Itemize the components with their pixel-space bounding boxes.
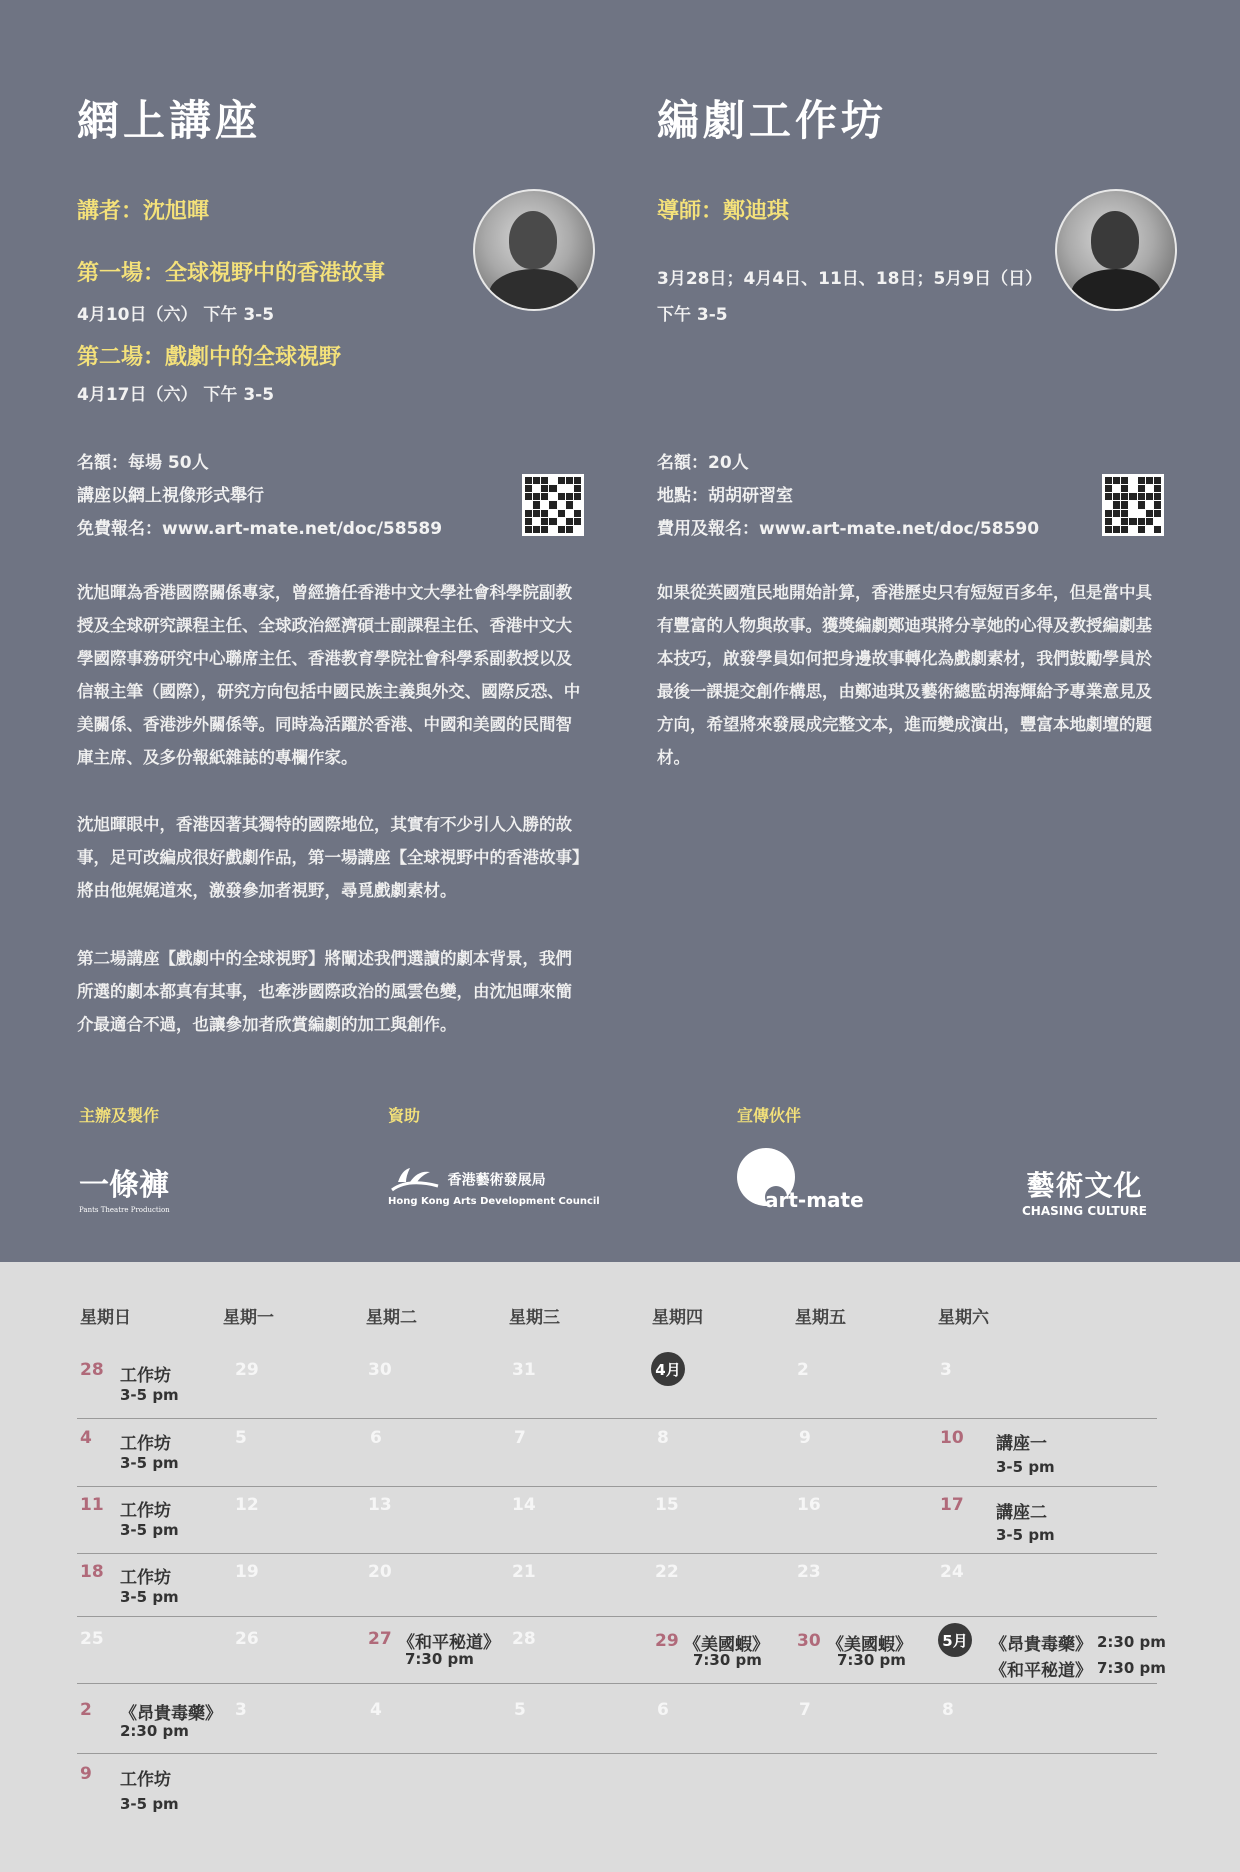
weekday-sun: 星期日 <box>80 1308 131 1328</box>
event-time: 7:30 pm <box>837 1651 906 1669</box>
speaker-label: 講者：沈旭暉 <box>77 199 210 224</box>
month-badge-may: 5月 <box>938 1623 972 1657</box>
date-cell: 29 <box>655 1631 679 1651</box>
date-cell: 23 <box>797 1562 821 1582</box>
event-show-peace: 《和平秘道》 <box>398 1633 500 1653</box>
date-cell: 6 <box>657 1700 669 1720</box>
weekday-mon: 星期一 <box>223 1308 274 1328</box>
event-workshop: 工作坊 <box>120 1434 171 1454</box>
funding-label: 資助 <box>388 1106 421 1125</box>
workshop-venue: 地點：胡胡研習室 <box>657 486 793 506</box>
date-cell: 12 <box>235 1495 259 1515</box>
row-divider <box>77 1616 1157 1617</box>
date-cell: 4 <box>370 1700 382 1720</box>
date-cell: 21 <box>512 1562 536 1582</box>
event-show-shrimp: 《美國蝦》 <box>684 1635 769 1655</box>
event-time: 7:30 pm <box>405 1650 474 1668</box>
date-cell: 5 <box>514 1700 526 1720</box>
row-divider <box>77 1553 1157 1554</box>
workshop-qr-code[interactable] <box>1102 474 1164 536</box>
date-cell: 20 <box>368 1562 392 1582</box>
event-time: 3-5 pm <box>120 1521 179 1539</box>
workshop-dates: 3月28日；4月4日、11日、18日；5月9日（日） <box>657 269 1043 289</box>
partner-label: 宣傳伙伴 <box>737 1106 802 1125</box>
event-info-panel: 網上講座 講者：沈旭暉 第一場：全球視野中的香港故事 4月10日（六） 下午 3-5 第二場：戲劇中的全球視野 4月17日（六） 下午 3-5 名額：每場 50人 講座以網上視像形式舉行 免費報名：www.art-mate.net/doc/58589 沈旭暉為香港國際關係專家，曾經擔任香港中文大學社會科學院副教授及全球研究課程主任、全球政治經濟碩士副課程主任、香港中文大學國際事務研究中心聯席主任、香港教育學院社會科學系副教授以及信報主筆（國際），研究方向包括中國民族主義與外交、國際反恐、中美關係、香港涉外關係等。同時為活躍於香港、中國和美國的民間智庫主席、及多份報紙雜誌的專欄作家。 沈旭暉眼中，香港因著其獨特的國際地位，其實有不少引人入勝的故事，足可改編成很好戲劇作品，第一場講座【全球視野中的香港故事】將由他娓娓道來，激發參加者視野，尋覓戲劇素材。 第二場講座【戲劇中的全球視野】將闡述我們選讀的劇本背景，我們所選的劇本都真有其事，也牽涉國際政治的風雲色變，由沈旭暉來簡介最適合不過，也讓參加者欣賞編劇的加工與創作。 編劇工作坊 導師：鄭迪琪 3月28日；4月4日、11日、18日；5月9日（日） 下午 3-5 名額：20人 地點：胡胡研習室 費用及報名：www.art-mate.net/doc/58590 如果從英國殖民地開始計算，香港歷史只有短短百多年，但是當中具有豐富的人物與故事。獲獎編劇鄭迪琪將分享她的心得及教授編劇基本技巧，啟發學員如何把身邊故事轉化為戲劇素材，我們鼓勵學員於最後一課提交創作構思，由鄭迪琪及藝術總監胡海輝給予專業意見及方向，希望將來發展成完整文本，進而變成演出，豐富本地劇壇的題材。 主辦及製作 資助 宣傳伙伴 一條褲 Pants Theatre Production 香港藝術發展局 Hong Kong Arts Development Council art-mate 藝術文化 CHASING CULTURE <box>0 0 1240 1262</box>
date-cell: 13 <box>368 1495 392 1515</box>
event-time: 3-5 pm <box>120 1588 179 1606</box>
event-time: 3-5 pm <box>120 1795 179 1813</box>
date-cell: 8 <box>657 1428 669 1448</box>
event-time: 3-5 pm <box>996 1458 1055 1476</box>
date-cell: 11 <box>80 1495 104 1515</box>
date-cell: 24 <box>940 1562 964 1582</box>
date-cell: 30 <box>368 1360 392 1380</box>
date-cell: 6 <box>370 1428 382 1448</box>
speaker-photo <box>473 189 595 311</box>
month-badge-april: 4月 <box>651 1352 685 1386</box>
lecture-quota: 名額：每場 50人 <box>77 453 209 473</box>
date-cell: 25 <box>80 1629 104 1649</box>
row-divider <box>77 1753 1157 1754</box>
session2-time: 4月17日（六） 下午 3-5 <box>77 385 275 405</box>
weekday-fri: 星期五 <box>795 1308 846 1328</box>
event-time: 3-5 pm <box>996 1526 1055 1544</box>
section-title-workshop: 編劇工作坊 <box>657 96 888 145</box>
event-time: 7:30 pm <box>693 1651 762 1669</box>
event-show-drug: 《昂貴毒藥》 <box>990 1635 1092 1655</box>
pants-theatre-logo: 一條褲 Pants Theatre Production <box>79 1168 170 1214</box>
weekday-tue: 星期二 <box>366 1308 417 1328</box>
row-divider <box>77 1683 1157 1684</box>
date-cell: 22 <box>655 1562 679 1582</box>
date-cell: 10 <box>940 1428 964 1448</box>
event-show-drug: 《昂貴毒藥》 <box>120 1704 222 1724</box>
workshop-register-link[interactable]: 費用及報名：www.art-mate.net/doc/58590 <box>657 519 1040 539</box>
date-cell: 14 <box>512 1495 536 1515</box>
workshop-paragraph: 如果從英國殖民地開始計算，香港歷史只有短短百多年，但是當中具有豐富的人物與故事。獲獎編劇鄭迪琪將分享她的心得及教授編劇基本技巧，啟發學員如何把身邊故事轉化為戲劇素材，我們鼓勵學員於最後一課提交創作構思，由鄭迪琪及藝術總監胡海輝給予專業意見及方向，希望將來發展成完整文本，進而變成演出，豐富本地劇壇的題材。 <box>657 583 1152 767</box>
lecture-qr-code[interactable] <box>522 474 584 536</box>
tutor-label: 導師：鄭迪琪 <box>657 199 790 224</box>
event-time: 2:30 pm <box>1097 1633 1166 1651</box>
organizer-label: 主辦及製作 <box>79 1106 160 1125</box>
date-cell: 17 <box>940 1495 964 1515</box>
lecture-paragraph-3: 第二場講座【戲劇中的全球視野】將闡述我們選讀的劇本背景，我們所選的劇本都真有其事，也牽涉國際政治的風雲色變，由沈旭暉來簡介最適合不過，也讓參加者欣賞編劇的加工與創作。 <box>77 949 572 1034</box>
event-workshop: 工作坊 <box>120 1501 171 1521</box>
event-show-peace: 《和平秘道》 <box>990 1661 1092 1681</box>
date-cell: 15 <box>655 1495 679 1515</box>
session1-time: 4月10日（六） 下午 3-5 <box>77 305 275 325</box>
date-cell: 27 <box>368 1629 392 1649</box>
date-cell: 29 <box>235 1360 259 1380</box>
date-cell: 31 <box>512 1360 536 1380</box>
event-time: 3-5 pm <box>120 1386 179 1404</box>
date-cell: 7 <box>799 1700 811 1720</box>
date-cell: 2 <box>80 1700 92 1720</box>
date-cell: 4 <box>80 1428 92 1448</box>
date-cell: 28 <box>80 1360 104 1380</box>
date-cell: 8 <box>942 1700 954 1720</box>
date-cell: 28 <box>512 1629 536 1649</box>
date-cell: 3 <box>235 1700 247 1720</box>
date-cell: 9 <box>799 1428 811 1448</box>
date-cell: 2 <box>797 1360 809 1380</box>
event-workshop: 工作坊 <box>120 1366 171 1386</box>
chasing-culture-logo: 藝術文化 CHASING CULTURE <box>1022 1169 1147 1218</box>
event-workshop: 工作坊 <box>120 1568 171 1588</box>
date-cell: 30 <box>797 1631 821 1651</box>
hkadc-logo: 香港藝術發展局 Hong Kong Arts Development Council <box>388 1164 600 1207</box>
date-cell: 26 <box>235 1629 259 1649</box>
lecture-format: 講座以網上視像形式舉行 <box>77 486 264 506</box>
workshop-time: 下午 3-5 <box>657 305 728 325</box>
row-divider <box>77 1418 1157 1419</box>
section-title-lecture: 網上講座 <box>77 96 262 145</box>
event-time: 7:30 pm <box>1097 1659 1166 1677</box>
date-cell: 18 <box>80 1562 104 1582</box>
lecture-paragraph-1: 沈旭暉為香港國際關係專家，曾經擔任香港中文大學社會科學院副教授及全球研究課程主任、全球政治經濟碩士副課程主任、香港中文大學國際事務研究中心聯席主任、香港教育學院社會科學系副教授以及信報主筆（國際），研究方向包括中國民族主義與外交、國際反恐、中美關係、香港涉外關係等。同時為活躍於香港、中國和美國的民間智庫主席、及多份報紙雜誌的專欄作家。 <box>77 583 581 767</box>
lecture-paragraph-2: 沈旭暉眼中，香港因著其獨特的國際地位，其實有不少引人入勝的故事，足可改編成很好戲劇作品，第一場講座【全球視野中的香港故事】將由他娓娓道來，激發參加者視野，尋覓戲劇素材。 <box>77 815 581 900</box>
date-cell: 9 <box>80 1764 92 1784</box>
date-cell: 5 <box>235 1428 247 1448</box>
event-lecture-1: 講座一 <box>996 1434 1047 1454</box>
weekday-thu: 星期四 <box>652 1308 703 1328</box>
date-cell: 16 <box>797 1495 821 1515</box>
weekday-sat: 星期六 <box>938 1308 989 1328</box>
date-cell: 7 <box>514 1428 526 1448</box>
session2-title: 第二場：戲劇中的全球視野 <box>77 345 342 370</box>
lecture-register-link[interactable]: 免費報名：www.art-mate.net/doc/58589 <box>77 519 443 539</box>
weekday-wed: 星期三 <box>509 1308 560 1328</box>
event-time: 2:30 pm <box>120 1722 189 1740</box>
event-show-shrimp: 《美國蝦》 <box>827 1635 912 1655</box>
event-time: 3-5 pm <box>120 1454 179 1472</box>
date-cell: 3 <box>940 1360 952 1380</box>
tutor-photo <box>1055 189 1177 311</box>
event-workshop: 工作坊 <box>120 1770 171 1790</box>
session1-title: 第一場：全球視野中的香港故事 <box>77 261 386 286</box>
date-cell: 19 <box>235 1562 259 1582</box>
row-divider <box>77 1486 1157 1487</box>
event-lecture-2: 講座二 <box>996 1503 1047 1523</box>
workshop-quota: 名額：20人 <box>657 453 749 473</box>
